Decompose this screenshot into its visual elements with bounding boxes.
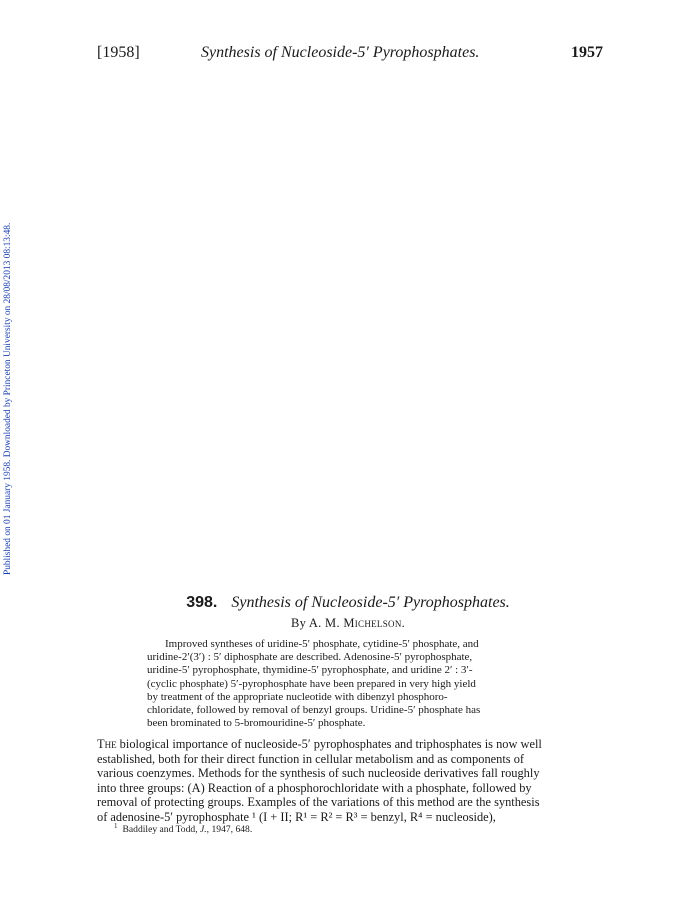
abstract (147, 638, 557, 730)
abstract-line: Improved syntheses of uridine-5′ phosphate, cytidine-5′ phosphate, and (165, 638, 479, 650)
body-line (97, 737, 599, 752)
footnote-journal: J. (200, 824, 207, 836)
byline-prefix: By A. M. (290, 616, 344, 630)
body-line: established, both for their direct function in cellular metabolism and as components of (97, 751, 525, 766)
article-title-text: Synthesis of Nucleoside-5′ Pyrophosphates. (231, 594, 510, 611)
abstract-line: uridine-2′(3′) : 5′ diphosphate are described. Adenosine-5′ pyrophosphate, (147, 651, 473, 664)
running-head-title: Synthesis of Nucleoside-5′ Pyrophosphates. (201, 44, 480, 61)
body-line: removal of protecting groups. Examples of the variations of this method are the synthesis (97, 795, 540, 810)
abstract-line: (cyclic phosphate) 5′-pyrophosphate have been prepared in very high yield (147, 677, 476, 690)
footnote-marker: 1 (114, 822, 118, 830)
abstract-line: been brominated to 5-bromouridine-5′ phosphate. (147, 717, 366, 730)
byline (0, 616, 696, 631)
body-line: of adenosine-5′ pyrophosphate ¹ (I + II; R¹ = R² = R³ = benzyl, R⁴ = nucleoside), (97, 809, 496, 824)
abstract-line: by treatment of the appropriate nucleotide with dibenzyl phosphoro- (147, 690, 448, 703)
running-head-year: [1958] (97, 44, 140, 61)
body-text (97, 737, 599, 825)
body-line: various coenzymes. Methods for the synthesis of such nucleoside derivatives fall roughly (97, 766, 540, 781)
footnote (114, 822, 252, 835)
author-name: Michelson. (343, 616, 406, 630)
abstract-line: chloridate, followed by removal of benzyl groups. Uridine-5′ phosphate has (147, 704, 481, 717)
abstract-line: uridine-5′ pyrophosphate, thymidine-5′ pyrophosphate, and uridine 2′ : 3′- (147, 664, 473, 677)
download-notice-text: Published on 01 January 1958. Downloaded by Princeton University on 28/08/2013 08:13:48. (3, 222, 13, 575)
first-line-text: biological importance of nucleoside-5′ pyrophosphates and triphosphates is now well (116, 737, 542, 751)
article-number: 398. (186, 594, 218, 611)
running-head (0, 44, 696, 66)
article-title (0, 594, 696, 612)
footnote-citation: , 1947, 648. (206, 824, 253, 836)
page-number: 1957 (571, 44, 603, 61)
download-notice (3, 155, 19, 575)
body-line: into three groups: (A) Reaction of a phosphorochloridate with a phosphate, followed by (97, 780, 532, 795)
footnote-authors: Baddiley and Todd, (122, 824, 200, 836)
lead-word: The (97, 737, 117, 751)
